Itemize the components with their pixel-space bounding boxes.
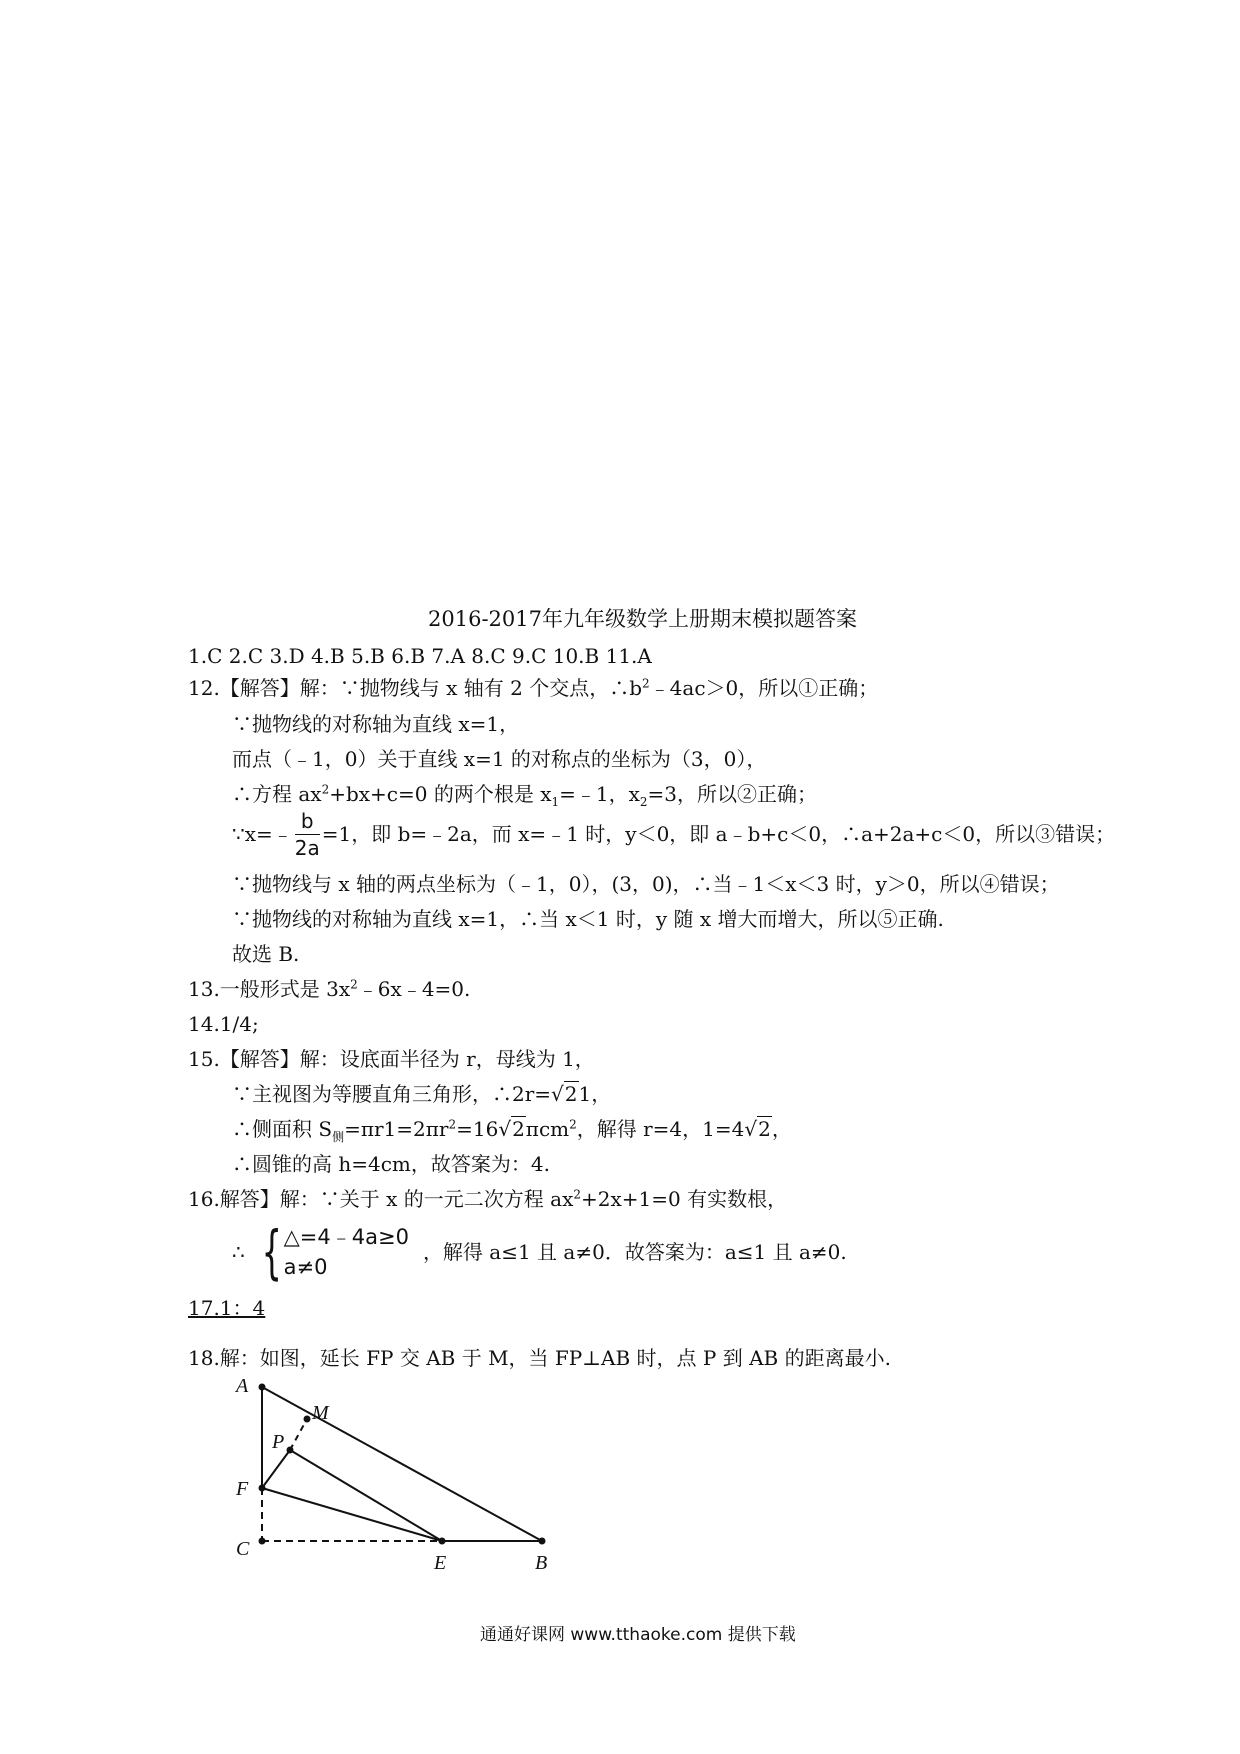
point-P bbox=[287, 1447, 294, 1454]
footer-source-text: 通通好课网 www.tthaoke.com 提供下载 bbox=[480, 1625, 796, 1645]
choice-answers: 1.C 2.C 3.D 4.B 5.B 6.B 7.A 8.C 9.C 10.B 11.A bbox=[188, 644, 652, 668]
q16-line-2: ∴ { △=4﹣4a≥0 a≠0 ，解得 a≤1 且 a≠0．故答案为：a≤1 且 a≠0. bbox=[232, 1218, 847, 1286]
q17-line: 17.1：4 bbox=[188, 1296, 266, 1320]
triangle-figure bbox=[226, 1373, 586, 1583]
q12-line-7: ∵抛物线的对称轴为直线 x=1，∴当 x＜1 时，y 随 x 增大而增大，所以⑤正确. bbox=[232, 907, 944, 931]
point-C bbox=[259, 1538, 266, 1545]
segment-FE bbox=[262, 1488, 442, 1541]
label-A: A bbox=[236, 1375, 249, 1397]
q18-line: 18.解：如图，延长 FP 交 AB 于 M，当 FP⊥AB 时，点 P 到 AB 的距离最小. bbox=[188, 1346, 891, 1370]
point-E bbox=[439, 1538, 446, 1545]
label-E: E bbox=[434, 1552, 447, 1574]
label-M: M bbox=[312, 1402, 329, 1424]
document-title: 2016-2017年九年级数学上册期末模拟题答案 bbox=[428, 607, 857, 631]
label-B: B bbox=[535, 1552, 548, 1574]
label-P: P bbox=[272, 1431, 285, 1453]
segment-PE bbox=[290, 1450, 442, 1541]
label-C: C bbox=[236, 1538, 250, 1560]
q15-line-4: ∴圆锥的高 h=4cm，故答案为：4. bbox=[232, 1152, 550, 1176]
point-F bbox=[259, 1485, 266, 1492]
q15-line-1: 15.【解答】解：设底面半径为 r，母线为 1， bbox=[188, 1047, 595, 1071]
point-B bbox=[539, 1538, 546, 1545]
q15-line-2: ∵主视图为等腰直角三角形，∴2r=√21， bbox=[232, 1082, 612, 1106]
q12-line-6: ∵抛物线与 x 轴的两点坐标为（﹣1，0），(3，0)，∴当﹣1＜x＜3 时，y＞0，所以④错误； bbox=[232, 872, 1060, 896]
point-M bbox=[304, 1416, 311, 1423]
q12-line-2: ∵抛物线的对称轴为直线 x=1， bbox=[232, 712, 520, 736]
fraction-b-over-2a: $\frac{b}{2a}$ bbox=[294, 808, 320, 860]
q15-line-3: ∴侧面积 $S_侧=\pi r1=2\pi r^2=16√2\pi cm^2$，解得 r=4，1=4√2， bbox=[232, 1117, 792, 1144]
segment-FP bbox=[262, 1450, 290, 1488]
q14-line: 14.1/4; bbox=[188, 1012, 259, 1036]
system-brace: { bbox=[261, 1218, 282, 1286]
q12-line-3: 而点（﹣1，0）关于直线 x=1 的对称点的坐标为（3，0）， bbox=[232, 747, 767, 771]
label-F: F bbox=[236, 1478, 249, 1500]
segment-PM-dashed bbox=[290, 1419, 307, 1450]
q12-line-5: ∵x=﹣ $\frac{b}{2a}$ =1，即 b=﹣2a，而 x=﹣1 时，y＜0，即 a﹣b+c＜0，∴a+2a+c＜0，所以③错误； bbox=[232, 808, 1116, 860]
q13-line: 13.一般形式是 $3x^2﹣6x﹣4=0$. bbox=[188, 977, 471, 1001]
q16-line-1: 16.解答】解：∵关于 x 的一元二次方程 $ax^2+2x+1=0$ 有实数根， bbox=[188, 1187, 788, 1211]
q12-line-8: 故选 B. bbox=[232, 942, 300, 966]
point-A bbox=[259, 1384, 266, 1391]
inequality-system: △=4﹣4a≥0 a≠0 bbox=[283, 1225, 409, 1279]
q12-line-1: 12.【解答】解：∵抛物线与 x 轴有 2 个交点，$\therefore b^2﹣4ac>0$，所以①正确； bbox=[188, 676, 879, 700]
q12-line-4: ∴方程 $ax^2+bx+c=0$ 的两个根是 $x_1=﹣1$，$x_2=3$，所以②正确； bbox=[232, 782, 818, 809]
